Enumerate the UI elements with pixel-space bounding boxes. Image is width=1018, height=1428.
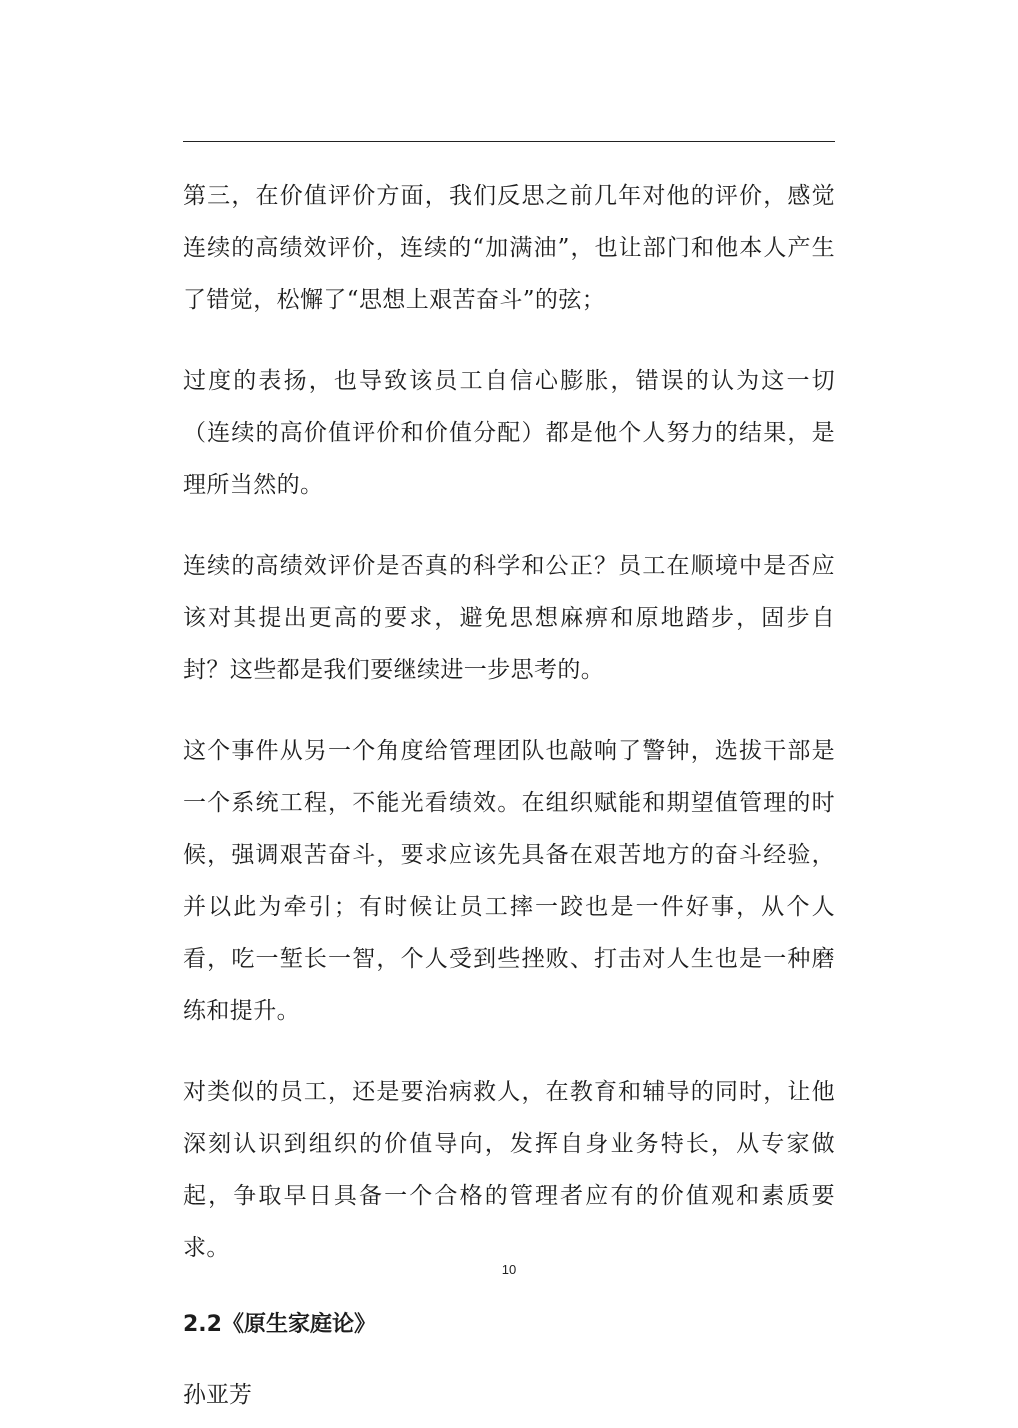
- page-number: 10: [501, 1262, 517, 1277]
- header-rule: [183, 141, 835, 142]
- paragraph: 连续的高绩效评价是否真的科学和公正？员工在顺境中是否应该对其提出更高的要求，避免思想麻痹和原地踏步，固步自封？这些都是我们要继续进一步思考的。: [183, 553, 835, 683]
- author-name: 孙亚芳: [183, 1382, 252, 1408]
- section-heading: 2.2《原生家庭论》: [183, 1312, 376, 1337]
- paragraph: 第三，在价值评价方面，我们反思之前几年对他的评价，感觉连续的高绩效评价，连续的“加满油”，也让部门和他本人产生了错觉，松懈了“思想上艰苦奋斗”的弦；: [183, 183, 835, 313]
- paragraph: 过度的表扬，也导致该员工自信心膨胀，错误的认为这一切（连续的高价值评价和价值分配）都是他个人努力的结果，是理所当然的。: [183, 368, 835, 498]
- paragraph: 对类似的员工，还是要治病救人，在教育和辅导的同时，让他深刻认识到组织的价值导向，发挥自身业务特长，从专家做起，争取早日具备一个合格的管理者应有的价值观和素质要求。: [183, 1079, 835, 1261]
- document-body: [183, 170, 835, 1421]
- paragraph: 这个事件从另一个角度给管理团队也敲响了警钟，选拔干部是一个系统工程，不能光看绩效。在组织赋能和期望值管理的时候，强调艰苦奋斗，要求应该先具备在艰苦地方的奋斗经验，并以此为牵引；有时候让员工摔一跤也是一件好事，从个人看，吃一堑长一智，个人受到些挫败、打击对人生也是一种磨练和提升。: [183, 738, 835, 1024]
